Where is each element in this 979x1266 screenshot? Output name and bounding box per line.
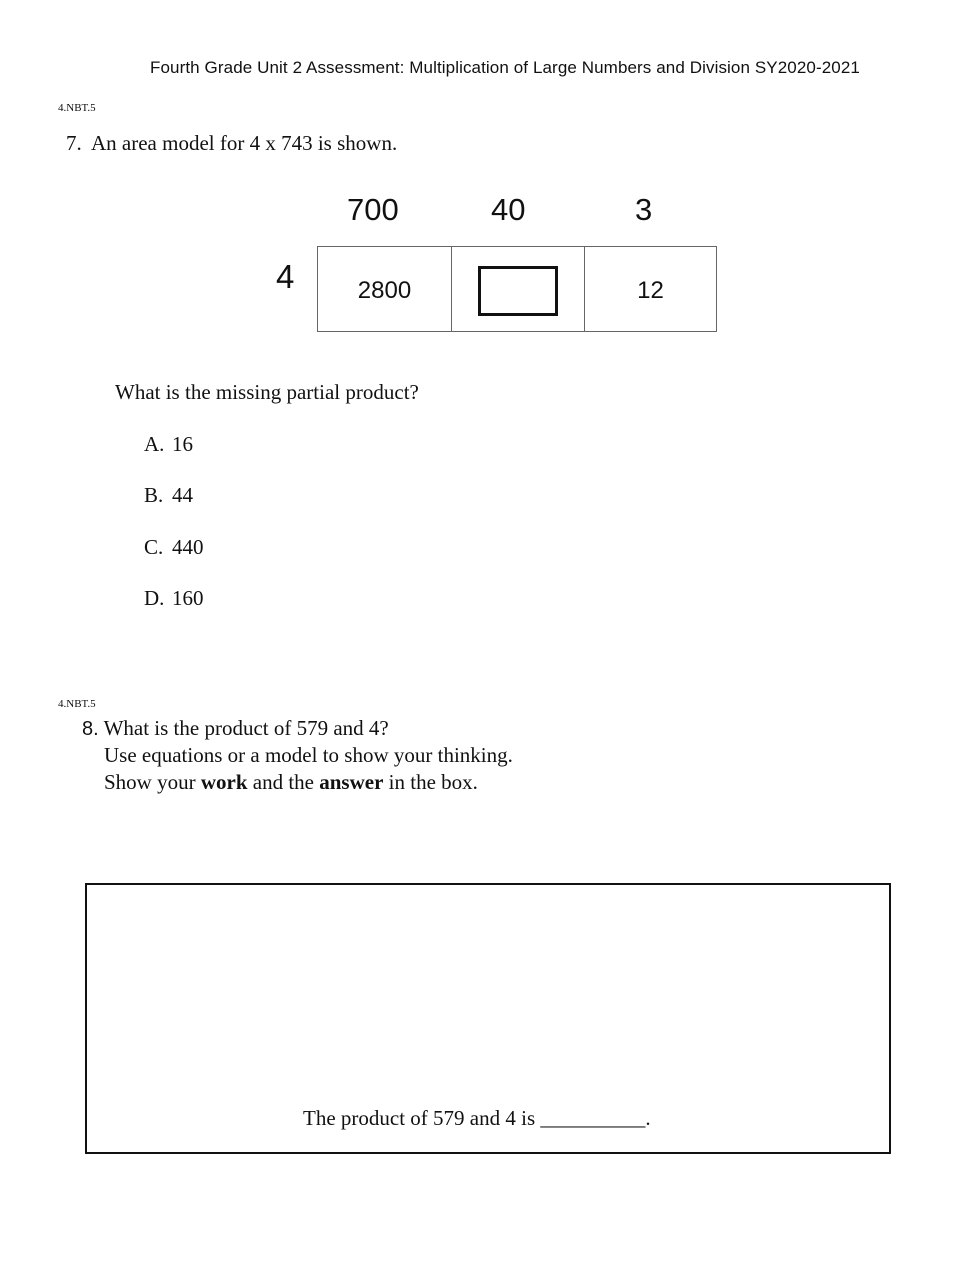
q7-prompt-text: An area model for 4 x 743 is shown. [91, 131, 398, 155]
area-model-cell-1-value: 2800 [357, 277, 412, 304]
page-header-title: Fourth Grade Unit 2 Assessment: Multiplication of Large Numbers and Division SY2020-2021 [150, 58, 860, 77]
choice-d[interactable] [144, 586, 204, 611]
q8-line1-text: What is the product of 579 and 4? [103, 716, 389, 740]
choice-b-value: 44 [172, 483, 193, 507]
q8-line3-suffix: in the box. [383, 770, 478, 794]
choice-a-value: 16 [172, 432, 193, 456]
area-model-cell-3 [584, 246, 717, 332]
q8-line3-answer: answer [319, 770, 384, 794]
area-model-cell-2 [451, 246, 585, 332]
q8-standard: 4.NBT.5 [58, 698, 96, 710]
area-model-top-label-3: 3 [635, 192, 653, 227]
choice-d-letter: D. [144, 586, 165, 610]
choice-a[interactable] [144, 432, 193, 457]
answer-statement: The product of 579 and 4 is __________. [303, 1106, 651, 1130]
q8-line1 [82, 716, 389, 741]
q8-line3-work: work [200, 770, 248, 794]
q7-prompt [66, 131, 397, 156]
q8-line3 [104, 770, 478, 795]
area-model-cell-1 [317, 246, 452, 332]
q8-line3-mid: and the [247, 770, 320, 794]
choice-c-value: 440 [172, 535, 204, 559]
choice-b-letter: B. [144, 483, 164, 507]
area-model-side-label: 4 [276, 258, 295, 295]
choice-b[interactable] [144, 483, 193, 508]
q7-question: What is the missing partial product? [115, 380, 419, 404]
choice-c-letter: C. [144, 535, 164, 559]
area-model-cell-3-value: 12 [637, 277, 664, 304]
choice-d-value: 160 [172, 586, 204, 610]
q8-number: 8. [82, 718, 99, 740]
q8-line3-prefix: Show your [104, 770, 201, 794]
missing-product-box [478, 266, 558, 316]
area-model-top-label-1: 700 [347, 192, 399, 227]
q7-standard: 4.NBT.5 [58, 102, 96, 114]
choice-a-letter: A. [144, 432, 165, 456]
q8-line2: Use equations or a model to show your thinking. [104, 743, 513, 767]
q7-number: 7. [66, 131, 82, 155]
area-model-top-label-2: 40 [491, 192, 526, 227]
choice-c[interactable] [144, 535, 204, 560]
